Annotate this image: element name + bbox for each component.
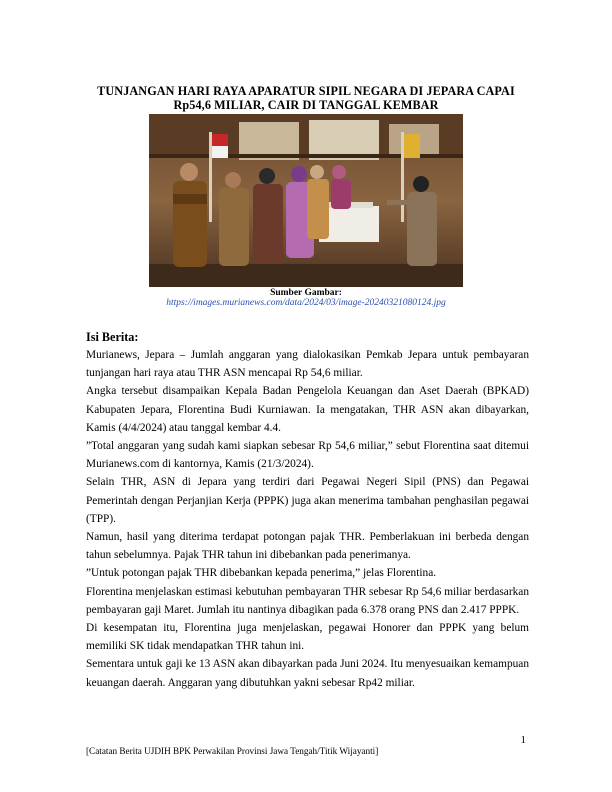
footer-note: [Catatan Berita UJDIH BPK Perwakilan Provinsi Jawa Tengah/Titik Wijayanti] [86, 746, 379, 756]
paragraph-1: Murianews, Jepara – Jumlah anggaran yang dialokasikan Pemkab Jepara untuk pembayaran tunjangan hari raya atau THR ASN mencapai Rp 54,6 miliar. [86, 349, 529, 380]
news-photo [149, 114, 463, 287]
image-source-link[interactable]: https://images.murianews.com/data/2024/03/image-20240321080124.jpg [166, 298, 446, 308]
paragraph-5: Namun, hasil yang diterima terdapat potongan pajak THR. Pemberlakuan ini berbeda dengan tahun sebelumnya. Pajak THR tahun ini dibebankan pada penerimanya. [86, 531, 529, 562]
title-line-2: Rp54,6 MILIAR, CAIR DI TANGGAL KEMBAR [173, 98, 439, 113]
title-line-1: TUNJANGAN HARI RAYA APARATUR SIPIL NEGARA DI JEPARA CAPAI [97, 84, 515, 98]
paragraph-9: Sementara untuk gaji ke 13 ASN akan dibayarkan pada Juni 2024. Itu menyesuaikan kemampuan keuangan daerah. Anggaran yang dibutuhkan yakni sebesar Rp42 miliar. [86, 658, 529, 689]
paragraph-3: ”Total anggaran yang sudah kami siapkan sebesar Rp 54,6 miliar,” sebut Florentina saat ditemui Murianews.com di kantornya, Kamis (21/3/2024). [86, 440, 529, 471]
paragraph-7: Florentina menjelaskan estimasi kebutuhan pembayaran THR sebesar Rp 54,6 miliar berdasarkan pembayaran gaji Maret. Jumlah itu nantinya dibagikan pada 6.378 orang PNS dan 2.417 PPPK. [86, 585, 529, 616]
article-body [86, 346, 529, 692]
paragraph-6: ”Untuk potongan pajak THR dibebankan kepada penerima,” jelas Florentina. [86, 567, 437, 580]
paragraph-2: Angka tersebut disampaikan Kepala Badan Pengelola Keuangan dan Aset Daerah (BPKAD) Kabupaten Jepara, Florentina Budi Kurniawan. Ia mengatakan, THR ASN akan dibayarkan, Kamis (4/4/2024) atau tanggal kembar 4.4. [86, 385, 529, 434]
paragraph-4: Selain THR, ASN di Jepara yang terdiri dari Pegawai Negeri Sipil (PNS) dan Pegawai Pemerintah dengan Perjanjian Kerja (PPPK) juga akan menerima tambahan penghasilan pegawai (TPP). [86, 476, 529, 525]
page-number: 1 [520, 734, 526, 746]
image-caption-label: Sumber Gambar: [270, 288, 342, 298]
article-title [86, 84, 526, 113]
paragraph-8: Di kesempatan itu, Florentina juga menjelaskan, pegawai Honorer dan PPPK yang belum memiliki SK tidak mendapatkan THR tahun ini. [86, 622, 529, 653]
section-label: Isi Berita: [86, 330, 139, 344]
